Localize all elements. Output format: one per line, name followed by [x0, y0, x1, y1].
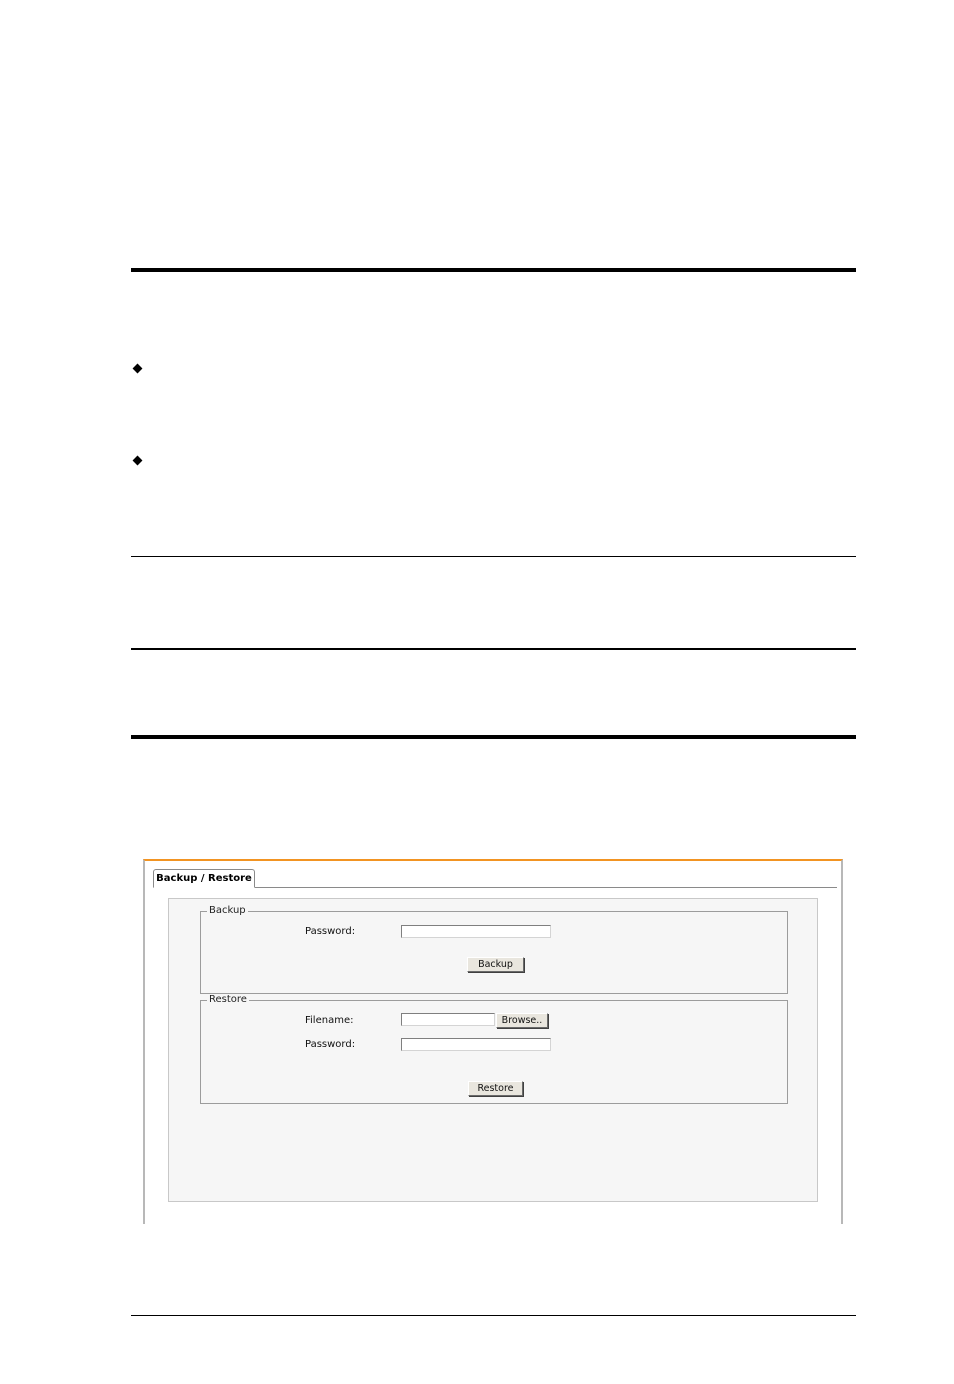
backup-restore-screenshot [143, 859, 843, 1224]
divider-rule [131, 556, 856, 557]
section-rule-top [131, 268, 856, 272]
divider-rule [131, 648, 856, 650]
footer-rule [131, 1315, 856, 1316]
restore-filename-label: Filename: [305, 1015, 354, 1026]
backup-password-label: Password: [305, 926, 356, 937]
backup-password-input[interactable] [401, 925, 551, 938]
restore-password-label: Password: [305, 1039, 356, 1050]
restore-filename-input[interactable] [401, 1013, 495, 1026]
tab-content [168, 898, 818, 1202]
backup-legend: Backup [209, 905, 246, 916]
restore-fieldset [200, 994, 788, 1104]
diamond-bullet-icon [133, 364, 143, 374]
backup-fieldset [200, 905, 788, 994]
browse-button[interactable]: Browse.. [496, 1013, 548, 1028]
backup-button[interactable]: Backup [467, 957, 524, 972]
section-rule-bottom [131, 735, 856, 739]
tab-backup-restore[interactable]: Backup / Restore [153, 869, 255, 888]
tab-strip-divider [153, 887, 837, 888]
restore-button[interactable]: Restore [468, 1081, 523, 1096]
restore-password-input[interactable] [401, 1038, 551, 1051]
restore-legend: Restore [209, 994, 247, 1005]
diamond-bullet-icon [133, 456, 143, 466]
